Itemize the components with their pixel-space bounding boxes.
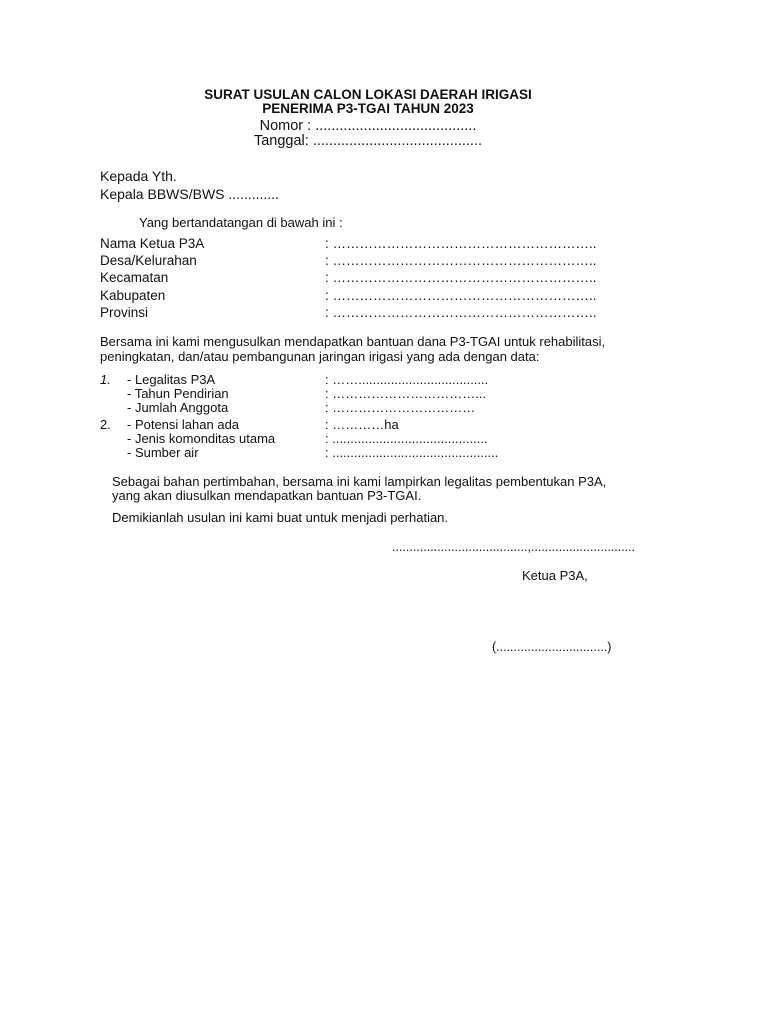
proposal-line: Bersama ini kami mengusulkan mendapatkan bantuan dana P3-TGAI untuk rehabilitasi, [100, 334, 606, 349]
signature-place-date: .......................................,.............................. [392, 540, 636, 554]
identity-label: Provinsi [100, 305, 149, 320]
identity-label: Desa/Kelurahan [100, 253, 197, 268]
nomor-field: Nomor : ........................................ [259, 118, 477, 134]
data-row [100, 372, 660, 386]
data-value: : …………ha [325, 417, 399, 432]
identity-label: Kecamatan [100, 270, 169, 285]
data-row [100, 417, 660, 431]
data-value: : ........................................... [325, 431, 488, 446]
document-title-line2: PENERIMA P3-TGAI TAHUN 2023 [262, 101, 474, 116]
data-value: : …………………………… [325, 400, 476, 415]
data-row [100, 386, 660, 400]
identity-value: : ………………………………………………….. [325, 288, 597, 303]
data-row [100, 400, 660, 414]
identity-row [100, 270, 640, 287]
proposal-line: peningkatan, dan/atau pembangunan jaringan irigasi yang ada dengan data: [100, 349, 540, 364]
closing-statement: Demikianlah usulan ini kami buat untuk menjadi perhatian. [112, 510, 449, 525]
recipient-greeting: Kepada Yth. [100, 168, 177, 184]
identity-value: : ………………………………………………….. [325, 305, 597, 320]
recipient-name: Kepala BBWS/BWS ............. [100, 186, 279, 202]
identity-row [100, 305, 640, 322]
data-value: : …….................................... [325, 372, 489, 387]
data-row [100, 445, 660, 459]
data-number: 2. [100, 417, 111, 432]
closing-line: Sebagai bahan pertimbahan, bersama ini kami lampirkan legalitas pembentukan P3A, [112, 474, 607, 489]
closing-line: yang akan diusulkan mendapatkan bantuan P3-TGAI. [112, 488, 422, 503]
signature-role: Ketua P3A, [522, 568, 588, 583]
intro-text: Yang bertandatangan di bawah ini : [139, 215, 343, 230]
data-label: - Jumlah Anggota [127, 400, 229, 415]
identity-value: : ………………………………………………….. [325, 236, 597, 251]
identity-row [100, 253, 640, 270]
data-number: 1. [100, 372, 111, 387]
identity-row [100, 288, 640, 305]
tanggal-field: Tanggal: .......................................... [253, 133, 483, 149]
data-label: - Sumber air [127, 445, 199, 460]
data-value: : ……………………………... [325, 386, 487, 401]
data-label: - Potensi lahan ada [127, 417, 240, 432]
document-title-line1: SURAT USULAN CALON LOKASI DAERAH IRIGASI [204, 87, 532, 102]
data-value: : .............................................. [325, 445, 499, 460]
identity-row [100, 236, 640, 253]
identity-value: : ………………………………………………….. [325, 253, 597, 268]
signature-name: (................................) [492, 640, 612, 654]
data-label: - Jenis komonditas utama [127, 431, 276, 446]
data-label: - Legalitas P3A [127, 372, 216, 387]
identity-value: : ………………………………………………….. [325, 270, 597, 285]
identity-label: Nama Ketua P3A [100, 236, 205, 251]
data-row [100, 431, 660, 445]
identity-label: Kabupaten [100, 288, 166, 303]
data-label: - Tahun Pendirian [127, 386, 229, 401]
